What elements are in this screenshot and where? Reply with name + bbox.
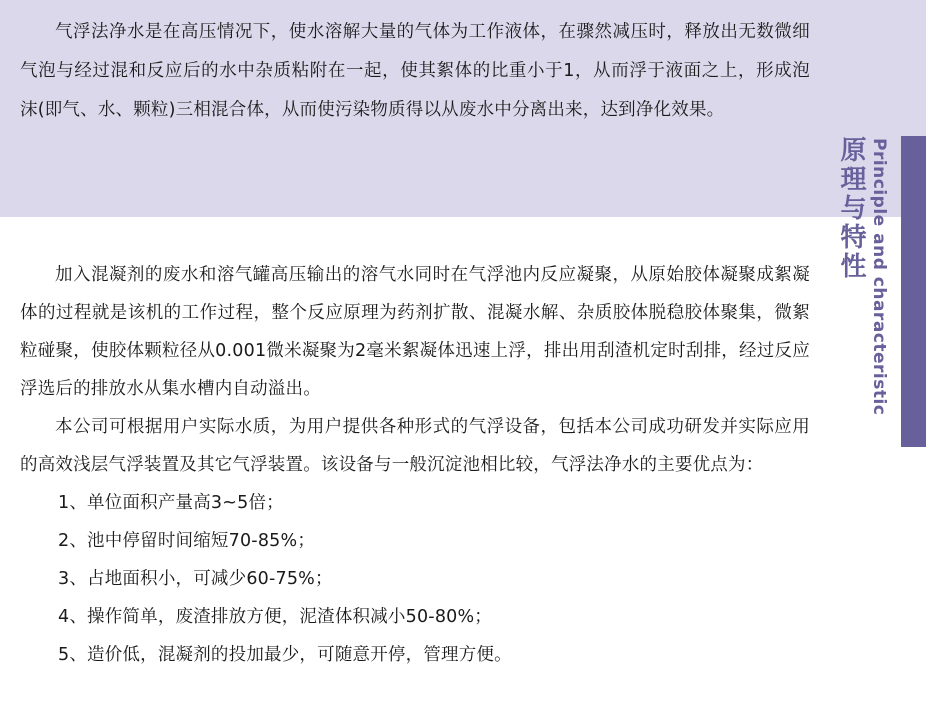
advantage-item: 5、造价低，混凝剂的投加最少，可随意开停，管理方便。 <box>58 645 512 665</box>
advantage-item: 4、操作简单，废渣排放方便，泥渣体积减小50-80%； <box>58 607 493 627</box>
main-content <box>20 256 810 674</box>
section-title: 原理与特性 <box>836 136 866 281</box>
advantage-item: 1、单位面积产量高3~5倍； <box>58 493 284 513</box>
advantage-item: 3、占地面积小，可减少60-75%； <box>58 569 333 589</box>
intro-paragraph: 气浮法净水是在高压情况下，使水溶解大量的气体为工作液体，在骤然减压时，释放出无数微细气泡与经过混和反应后的水中杂质粘附在一起，使其絮体的比重小于1，从而浮于液面之上，形成泡沫(即气、水、颗粒)三相混合体，从而使污染物质得以从废水中分离出来，达到净化效果。 <box>20 22 810 120</box>
company-paragraph: 本公司可根据用户实际水质，为用户提供各种形式的气浮设备，包括本公司成功研发并实际应用的高效浅层气浮装置及其它气浮装置。该设备与一般沉淀池相比较，气浮法净水的主要优点为： <box>20 417 810 475</box>
advantage-item: 2、池中停留时间缩短70-85%； <box>58 531 316 551</box>
process-paragraph: 加入混凝剂的废水和溶气罐高压输出的溶气水同时在气浮池内反应凝聚，从原始胶体凝聚成絮凝体的过程就是该机的工作过程，整个反应原理为药剂扩散、混凝水解、杂质胶体脱稳胶体聚集，微絮粒碰聚，使胶体颗粒径从0.001微米凝聚为2毫米絮凝体迅速上浮，排出用刮渣机定时刮排，经过反应浮选后的排放水从集水槽内自动溢出。 <box>20 265 810 399</box>
section-side-bar <box>901 136 926 447</box>
section-subtitle: Principle and characteristic <box>869 138 889 416</box>
